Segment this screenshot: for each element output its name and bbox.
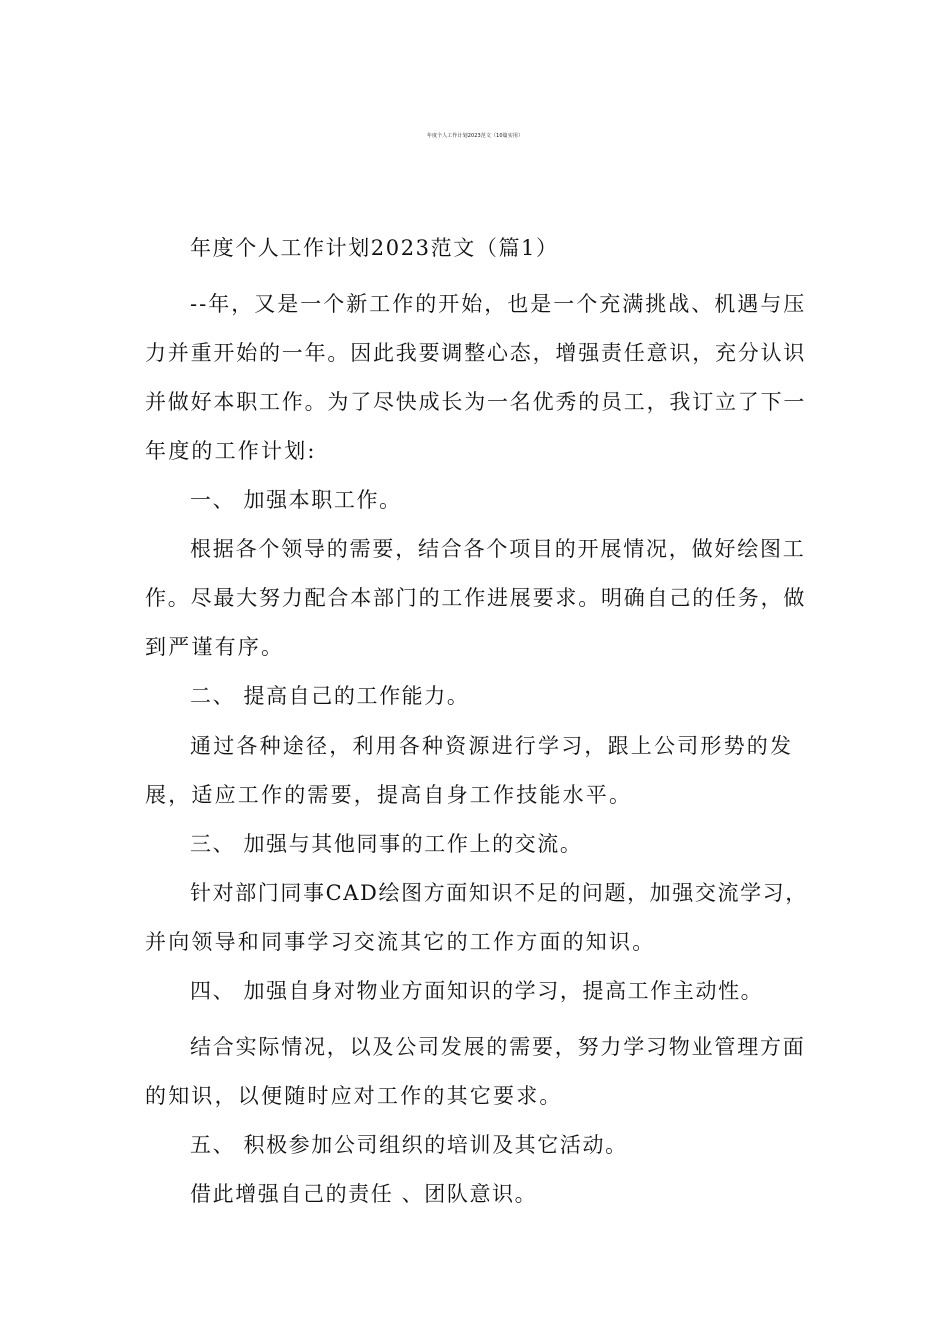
- paragraph-line: 并向领导和同事学习交流其它的工作方面的知识。: [145, 930, 656, 954]
- paragraph-line: 作。尽最大努力配合本部门的工作进展要求。明确自己的任务，做: [145, 586, 807, 610]
- paragraph-line: 年度的工作计划:: [145, 439, 317, 463]
- section-heading: 一、 加强本职工作。: [190, 488, 402, 512]
- section-subtitle: 年度个人工作计划2023范文（篇1）: [190, 236, 559, 260]
- paragraph-line: 力并重开始的一年。因此我要调整心态，增强责任意识，充分认识: [145, 341, 807, 365]
- paragraph-line: 并做好本职工作。为了尽快成长为一名优秀的员工，我订立了下一: [145, 390, 807, 414]
- section-heading: 三、 加强与其他同事的工作上的交流。: [190, 832, 583, 856]
- paragraph-line: 根据各个领导的需要，结合各个项目的开展情况，做好绘图工: [190, 537, 806, 561]
- paragraph-line: 的知识，以便随时应对工作的其它要求。: [145, 1084, 563, 1108]
- section-heading: 四、 加强自身对物业方面知识的学习，提高工作主动性。: [190, 979, 764, 1003]
- paragraph-line: 针对部门同事CAD绘图方面知识不足的问题，加强交流学习，: [190, 881, 808, 905]
- paragraph-line: 结合实际情况，以及公司发展的需要，努力学习物业管理方面: [190, 1035, 806, 1059]
- paragraph-line: 到严谨有序。: [145, 635, 285, 659]
- section-heading: 五、 积极参加公司组织的培训及其它活动。: [190, 1133, 628, 1157]
- paragraph-line: 通过各种途径，利用各种资源进行学习，跟上公司形势的发: [190, 734, 794, 758]
- paragraph-line: 借此增强自己的责任 、团队意识。: [190, 1182, 538, 1206]
- paragraph-line: --年，又是一个新工作的开始，也是一个充满挑战、机遇与压: [190, 292, 807, 316]
- section-heading: 二、 提高自己的工作能力。: [190, 684, 470, 708]
- paragraph-line: 展，适应工作的需要，提高自身工作技能水平。: [145, 783, 633, 807]
- document-title: 年度个人工作计划2023范文（10篇实用）: [426, 133, 524, 139]
